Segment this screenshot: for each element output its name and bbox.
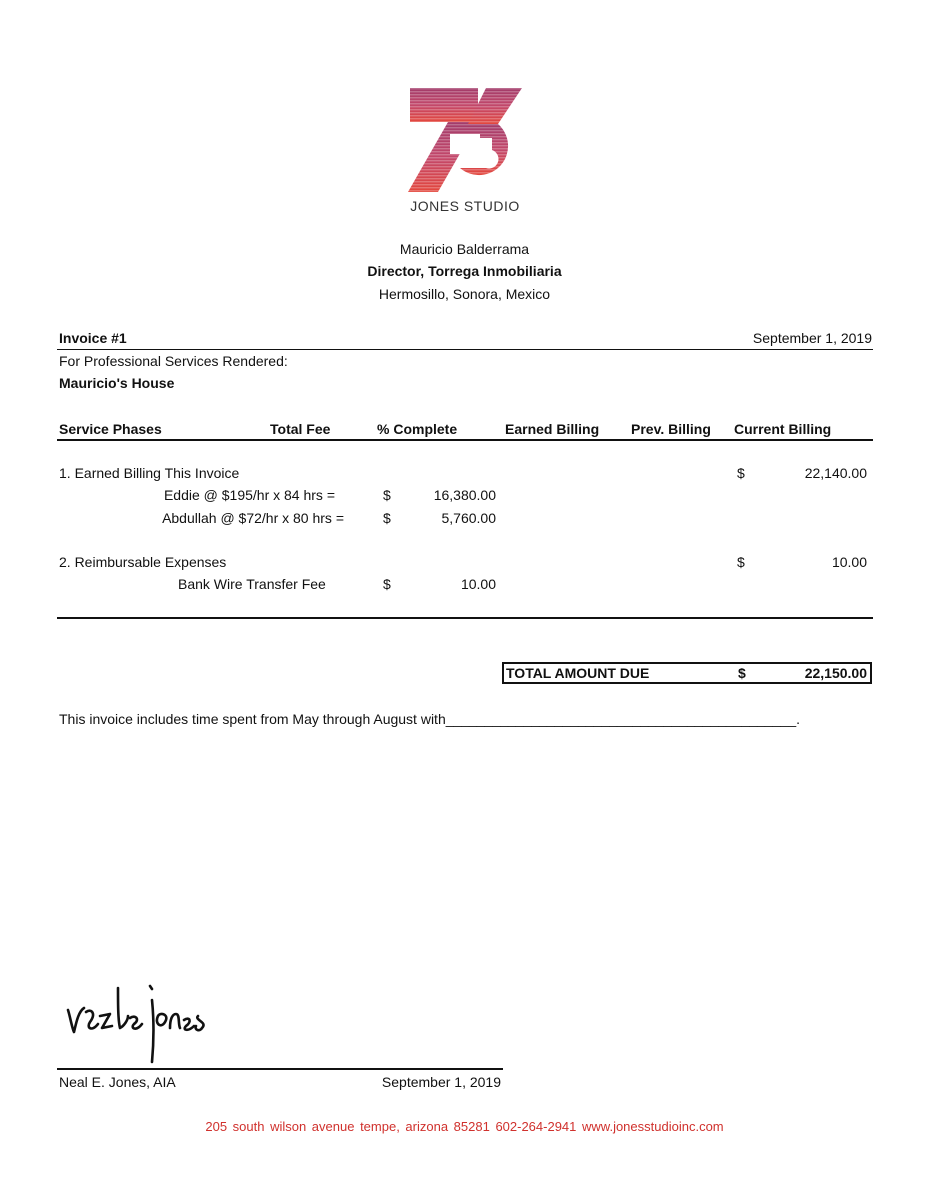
recipient-name: Mauricio Balderrama xyxy=(399,241,530,257)
header-earned-billing: Earned Billing xyxy=(505,421,600,437)
divider xyxy=(57,349,873,350)
line-item-currency: $ xyxy=(383,576,391,592)
table-bottom-divider xyxy=(57,617,873,619)
line-item-label: Abdullah @ $72/hr x 80 hrs = xyxy=(162,510,344,526)
section-currency: $ xyxy=(737,554,745,570)
section-title: 2. Reimbursable Expenses xyxy=(59,554,227,570)
header-current-billing: Current Billing xyxy=(734,421,832,437)
section-amount: 22,140.00 xyxy=(804,465,867,481)
logo-wordmark: JONES STUDIO xyxy=(410,198,520,214)
header-divider xyxy=(57,439,873,441)
line-item-amount: 16,380.00 xyxy=(433,487,496,503)
total-currency: $ xyxy=(738,665,746,681)
invoice-date: September 1, 2019 xyxy=(752,330,872,346)
section-amount: 10.00 xyxy=(831,554,867,570)
project-name: Mauricio's House xyxy=(59,375,175,391)
recipient-title: Director, Torrega Inmobiliaria xyxy=(367,263,562,279)
total-label: TOTAL AMOUNT DUE xyxy=(506,665,650,681)
line-item-currency: $ xyxy=(383,487,391,503)
jones-studio-logo-icon xyxy=(408,88,524,194)
total-amount: 22,150.00 xyxy=(804,665,867,681)
invoice-number: Invoice #1 xyxy=(59,330,127,346)
line-item-amount: 10.00 xyxy=(460,576,496,592)
header-prev-billing: Prev. Billing xyxy=(631,421,711,437)
services-label: For Professional Services Rendered: xyxy=(59,353,288,369)
signature-date: September 1, 2019 xyxy=(381,1074,501,1090)
handwritten-signature xyxy=(62,980,222,1064)
header-total-fee: Total Fee xyxy=(270,421,331,437)
signature-line xyxy=(57,1068,503,1070)
signer-name: Neal E. Jones, AIA xyxy=(59,1074,176,1090)
line-item-amount: 5,760.00 xyxy=(441,510,496,526)
header-service-phases: Service Phases xyxy=(59,421,162,437)
recipient-location: Hermosillo, Sonora, Mexico xyxy=(378,286,551,302)
line-item-label: Eddie @ $195/hr x 84 hrs = xyxy=(163,487,335,503)
section-currency: $ xyxy=(737,465,745,481)
section-title: 1. Earned Billing This Invoice xyxy=(59,465,240,481)
header-percent-complete: % Complete xyxy=(377,421,458,437)
invoice-note: This invoice includes time spent from May through August with_____________________________________________. xyxy=(59,711,801,727)
line-item-label: Bank Wire Transfer Fee xyxy=(178,576,326,592)
line-item-currency: $ xyxy=(383,510,391,526)
footer-address: 205 south wilson avenue tempe, arizona 85281 602-264-2941 www.jonesstudioinc.com xyxy=(205,1119,724,1134)
